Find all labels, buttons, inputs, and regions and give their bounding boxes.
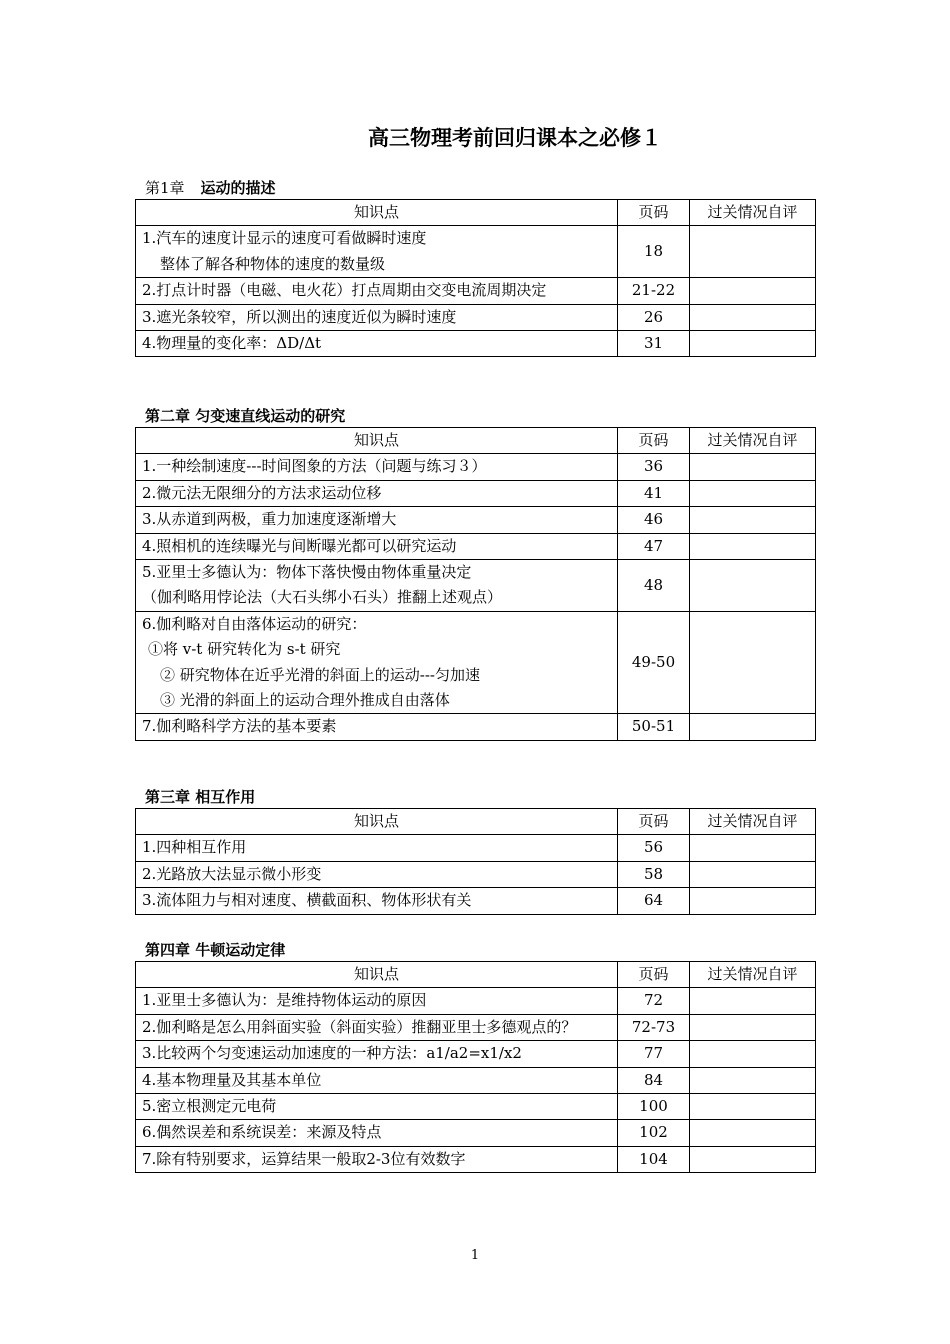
page-cell: 102 xyxy=(618,1120,690,1146)
item-cell xyxy=(136,507,618,533)
table-row xyxy=(136,888,816,914)
header-item: 知识点 xyxy=(136,200,618,226)
page-cell: 46 xyxy=(618,507,690,533)
header-page: 页码 xyxy=(618,962,690,988)
item-line: 6.偶然误差和系统误差：来源及特点 xyxy=(142,1123,382,1142)
table-row xyxy=(136,1120,816,1146)
table-row xyxy=(136,714,816,740)
table-row xyxy=(136,1041,816,1067)
eval-cell[interactable] xyxy=(690,835,816,861)
table-row xyxy=(136,1014,816,1040)
item-cell xyxy=(136,533,618,559)
item-cell xyxy=(136,480,618,506)
item-cell xyxy=(136,1146,618,1172)
item-line: 1.四种相互作用 xyxy=(142,838,247,857)
item-cell xyxy=(136,278,618,304)
page-cell: 48 xyxy=(618,560,690,612)
table-row xyxy=(136,611,816,714)
header-page: 页码 xyxy=(618,200,690,226)
table-row xyxy=(136,533,816,559)
item-line: 1.一种绘制速度---时间图象的方法（问题与练习３） xyxy=(142,457,487,476)
page-cell: 104 xyxy=(618,1146,690,1172)
item-line: 4.物理量的变化率：ΔD/Δt xyxy=(142,334,322,353)
table-row xyxy=(136,988,816,1014)
item-line: 1.亚里士多德认为：是维持物体运动的原因 xyxy=(142,991,427,1010)
page-cell: 50-51 xyxy=(618,714,690,740)
page-cell: 56 xyxy=(618,835,690,861)
item-line: 3.遮光条较窄，所以测出的速度近似为瞬时速度 xyxy=(142,307,457,326)
page-cell: 100 xyxy=(618,1094,690,1120)
item-line: 1.汽车的速度计显示的速度可看做瞬时速度 xyxy=(142,229,427,248)
table-header-row xyxy=(136,809,816,835)
chapter-table xyxy=(135,808,816,915)
chapter-number: 第1章 xyxy=(145,179,185,197)
page-cell: 72-73 xyxy=(618,1014,690,1040)
item-cell xyxy=(136,888,618,914)
page-cell: 72 xyxy=(618,988,690,1014)
table-header-row xyxy=(136,962,816,988)
header-item: 知识点 xyxy=(136,428,618,454)
eval-cell[interactable] xyxy=(690,226,816,278)
table-row xyxy=(136,278,816,304)
header-page: 页码 xyxy=(618,428,690,454)
item-cell xyxy=(136,611,618,714)
item-line: 3.从赤道到两极，重力加速度逐渐增大 xyxy=(142,510,397,529)
header-eval: 过关情况自评 xyxy=(690,200,816,226)
item-cell xyxy=(136,835,618,861)
item-line: 4.基本物理量及其基本单位 xyxy=(142,1070,322,1089)
eval-cell[interactable] xyxy=(690,1041,816,1067)
item-cell xyxy=(136,304,618,330)
chapter-table xyxy=(135,427,816,741)
item-cell xyxy=(136,1067,618,1093)
item-cell xyxy=(136,714,618,740)
item-cell xyxy=(136,331,618,357)
page-cell: 26 xyxy=(618,304,690,330)
table-row xyxy=(136,1094,816,1120)
header-eval: 过关情况自评 xyxy=(690,809,816,835)
item-cell xyxy=(136,226,618,278)
item-line: ② 研究物体在近乎光滑的斜面上的运动---匀加速 xyxy=(160,665,480,684)
item-line: 2.伽利略是怎么用斜面实验（斜面实验）推翻亚里士多德观点的？ xyxy=(142,1017,577,1036)
eval-cell[interactable] xyxy=(690,1146,816,1172)
chapter-name: 运动的描述 xyxy=(200,179,276,197)
item-cell xyxy=(136,1041,618,1067)
item-line: 5.密立根测定元电荷 xyxy=(142,1097,277,1116)
page-cell: 77 xyxy=(618,1041,690,1067)
item-cell xyxy=(136,454,618,480)
chapter-table xyxy=(135,961,816,1173)
page-cell: 21-22 xyxy=(618,278,690,304)
eval-cell[interactable] xyxy=(690,888,816,914)
eval-cell[interactable] xyxy=(690,611,816,714)
header-eval: 过关情况自评 xyxy=(690,962,816,988)
eval-cell[interactable] xyxy=(690,714,816,740)
eval-cell[interactable] xyxy=(690,861,816,887)
page-cell: 58 xyxy=(618,861,690,887)
table-row xyxy=(136,226,816,278)
chapter-heading: 第三章 相互作用 xyxy=(145,788,256,806)
eval-cell[interactable] xyxy=(690,1067,816,1093)
item-cell xyxy=(136,560,618,612)
chapter-table xyxy=(135,199,816,357)
item-line: 2.光路放大法显示微小形变 xyxy=(142,864,322,883)
eval-cell[interactable] xyxy=(690,1014,816,1040)
page-cell: 64 xyxy=(618,888,690,914)
eval-cell[interactable] xyxy=(690,304,816,330)
page-cell: 18 xyxy=(618,226,690,278)
item-line: 5.亚里士多德认为：物体下落快慢由物体重量决定 xyxy=(142,563,472,582)
item-line: ③ 光滑的斜面上的运动合理外推成自由落体 xyxy=(160,691,450,710)
table-row xyxy=(136,454,816,480)
page-cell: 47 xyxy=(618,533,690,559)
table-row xyxy=(136,1067,816,1093)
eval-cell[interactable] xyxy=(690,480,816,506)
item-line: 3.流体阻力与相对速度、横截面积、物体形状有关 xyxy=(142,891,472,910)
table-row xyxy=(136,507,816,533)
eval-cell[interactable] xyxy=(690,507,816,533)
eval-cell[interactable] xyxy=(690,988,816,1014)
table-row xyxy=(136,331,816,357)
chapter-heading xyxy=(145,177,276,198)
item-line: ①将 v-t 研究转化为 s-t 研究 xyxy=(148,640,341,659)
item-line: 6.伽利略对自由落体运动的研究： xyxy=(142,614,367,633)
header-eval: 过关情况自评 xyxy=(690,428,816,454)
table-row xyxy=(136,835,816,861)
page-cell: 84 xyxy=(618,1067,690,1093)
table-row xyxy=(136,480,816,506)
table-row xyxy=(136,304,816,330)
table-row xyxy=(136,560,816,612)
page-cell: 31 xyxy=(618,331,690,357)
table-row xyxy=(136,861,816,887)
eval-cell[interactable] xyxy=(690,533,816,559)
page-cell: 49-50 xyxy=(618,611,690,714)
item-line: 2.打点计时器（电磁、电火花）打点周期由交变电流周期决定 xyxy=(142,281,547,300)
item-cell xyxy=(136,1014,618,1040)
header-page: 页码 xyxy=(618,809,690,835)
item-cell xyxy=(136,1120,618,1146)
chapter-heading: 第四章 牛顿运动定律 xyxy=(145,941,286,959)
page-title: 高三物理考前回归课本之必修１ xyxy=(368,126,662,150)
eval-cell[interactable] xyxy=(690,1120,816,1146)
item-line: 7.伽利略科学方法的基本要素 xyxy=(142,717,337,736)
item-cell xyxy=(136,988,618,1014)
eval-cell[interactable] xyxy=(690,278,816,304)
item-line: 4.照相机的连续曝光与间断曝光都可以研究运动 xyxy=(142,536,457,555)
item-line: 整体了解各种物体的速度的数量级 xyxy=(160,254,386,273)
table-header-row xyxy=(136,200,816,226)
item-cell xyxy=(136,1094,618,1120)
header-item: 知识点 xyxy=(136,809,618,835)
eval-cell[interactable] xyxy=(690,331,816,357)
table-header-row xyxy=(136,428,816,454)
eval-cell[interactable] xyxy=(690,1094,816,1120)
item-line: 7.除有特别要求，运算结果一般取2-3位有效数字 xyxy=(142,1149,466,1168)
item-line: 2.微元法无限细分的方法求运动位移 xyxy=(142,483,382,502)
header-item: 知识点 xyxy=(136,962,618,988)
chapter-heading: 第二章 匀变速直线运动的研究 xyxy=(145,407,346,425)
eval-cell[interactable] xyxy=(690,560,816,612)
page-cell: 41 xyxy=(618,480,690,506)
table-row xyxy=(136,1146,816,1172)
item-line: （伽利略用悖论法（大石头绑小石头）推翻上述观点） xyxy=(142,588,503,607)
page-cell: 36 xyxy=(618,454,690,480)
eval-cell[interactable] xyxy=(690,454,816,480)
item-cell xyxy=(136,861,618,887)
page-number: 1 xyxy=(470,1248,480,1263)
item-line: 3.比较两个匀变速运动加速度的一种方法：a1/a2=x1/x2 xyxy=(142,1044,522,1063)
